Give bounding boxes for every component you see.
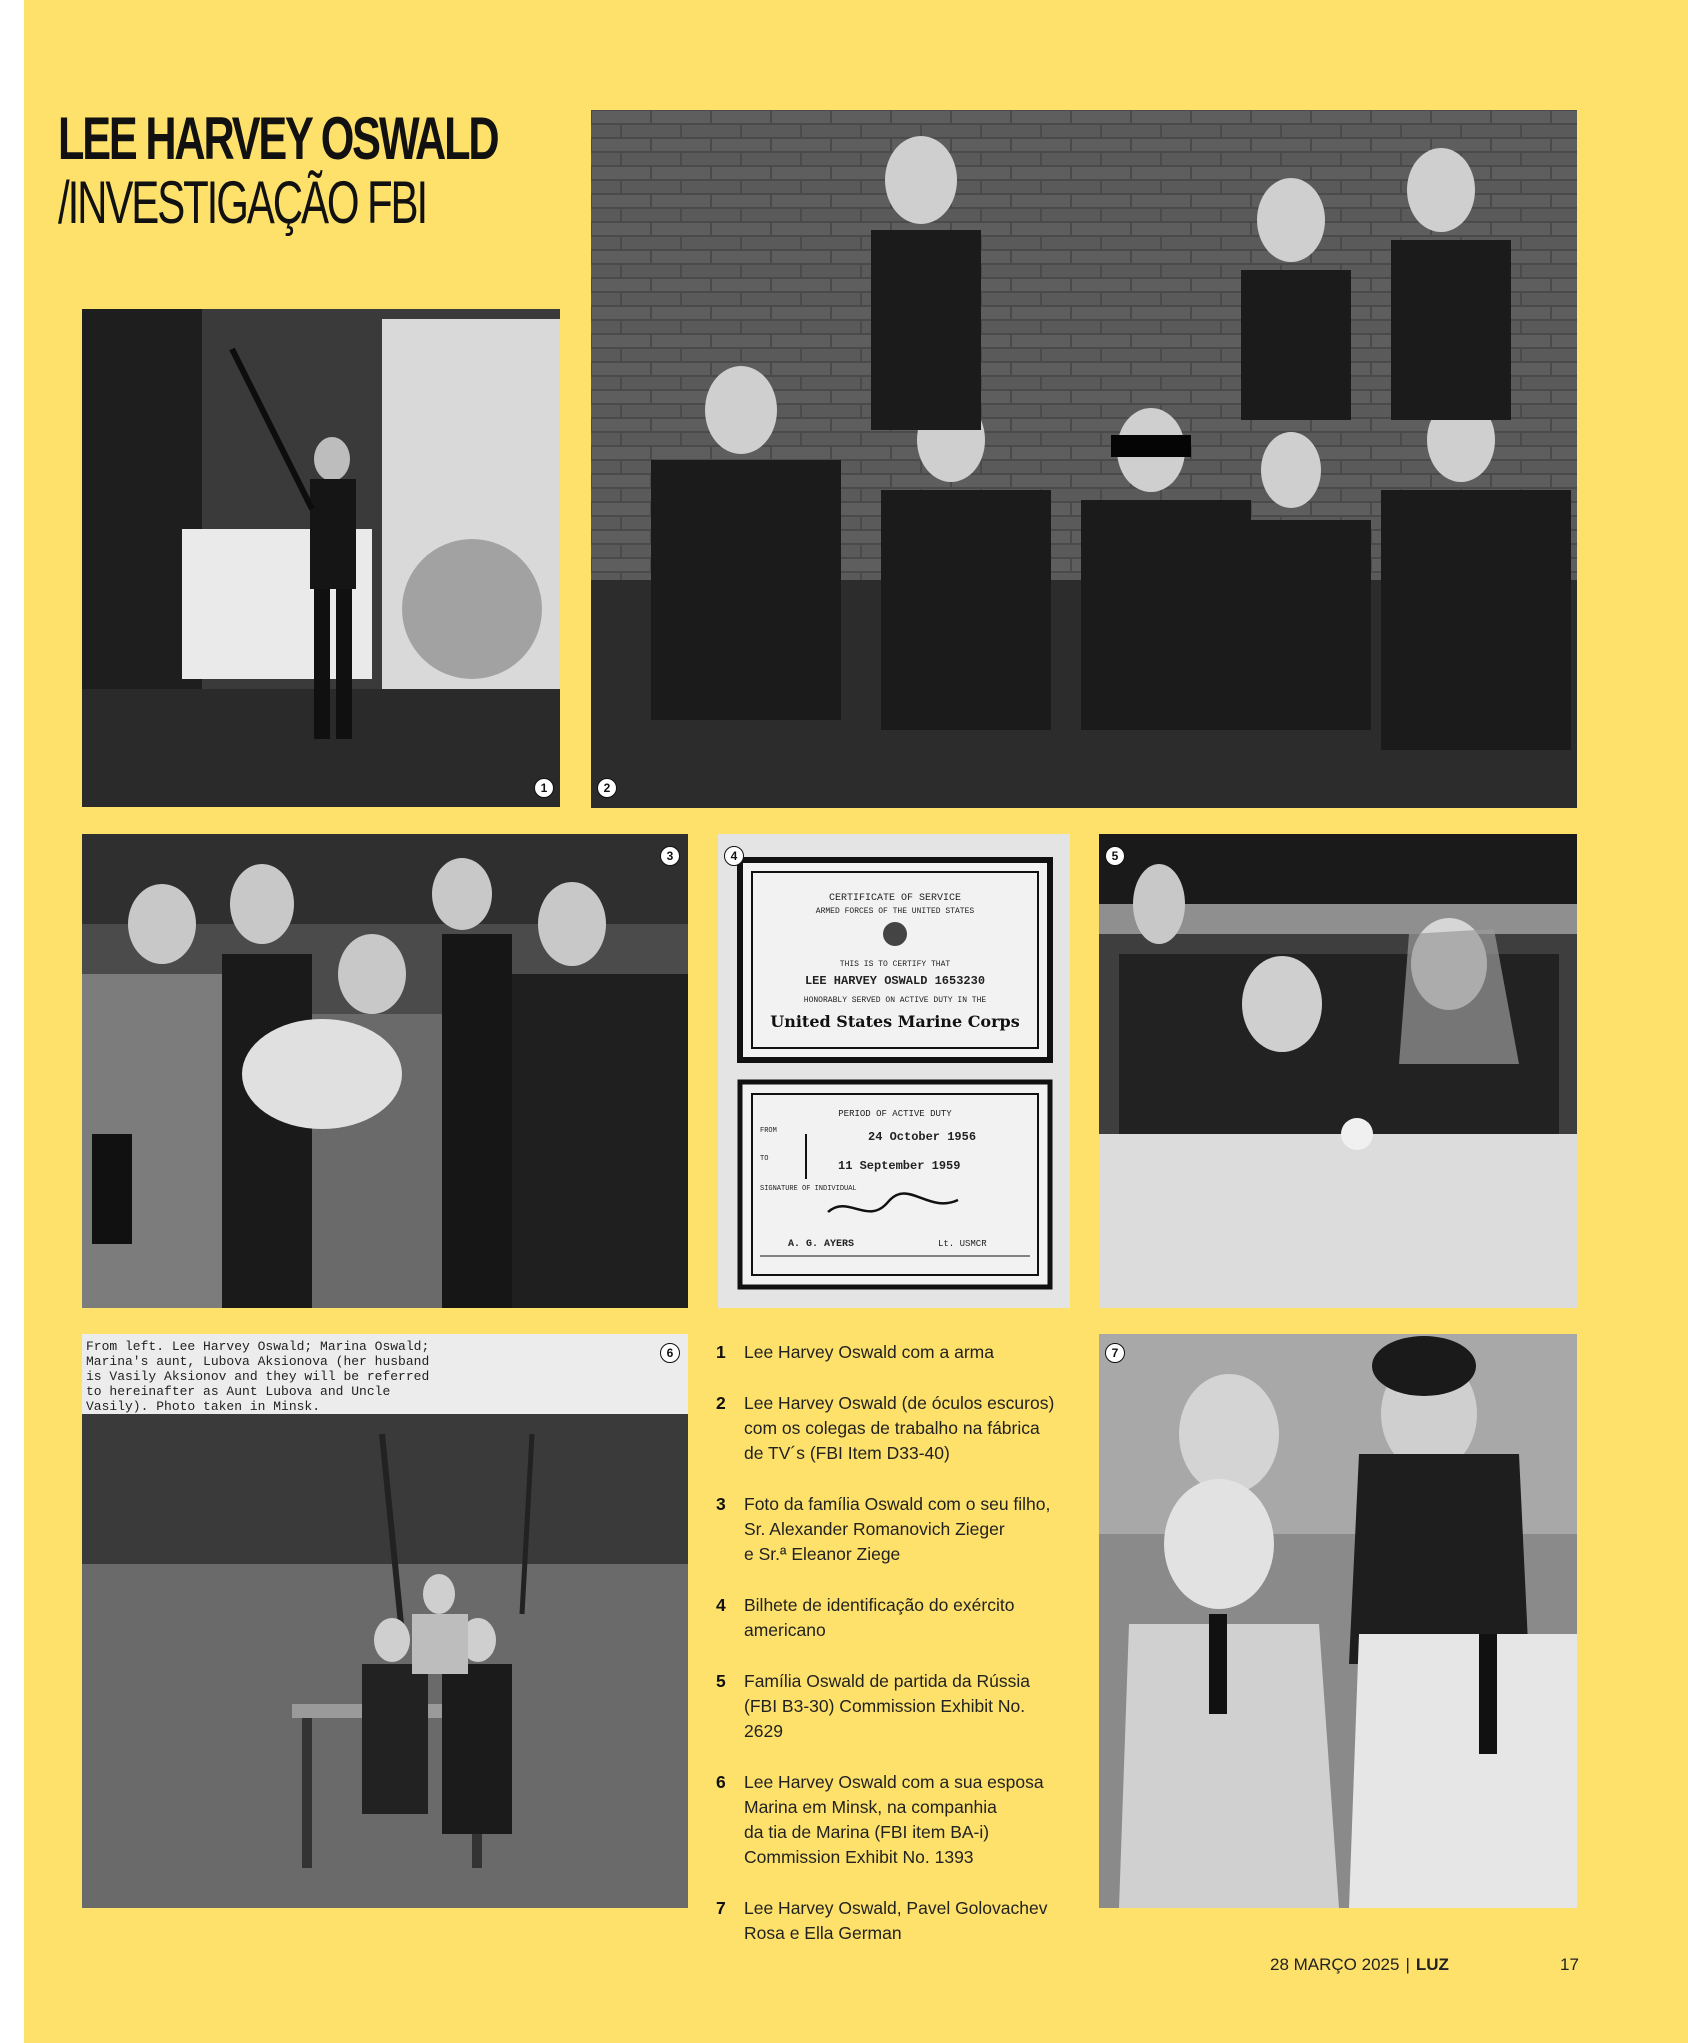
photo-1-backyard-rifle	[82, 309, 560, 807]
cert-name: LEE HARVEY OSWALD 1653230	[804, 974, 986, 988]
caption-item	[716, 1492, 1066, 1567]
photo-3-family-with-baby	[82, 834, 688, 1308]
caption-number: 5	[716, 1671, 726, 1691]
caption-text: Lee Harvey Oswald com a sua esposa Marina em Minsk, na companhia da tia de Marina (FBI item BA-i) Commission Exhibit No. 1393	[744, 1772, 1044, 1867]
note-line-4: to hereinafter as Aunt Lubova and Uncle	[86, 1384, 391, 1399]
cert-header-2: ARMED FORCES OF THE UNITED STATES	[815, 907, 975, 916]
caption-item	[716, 1340, 1066, 1365]
caption-text: Lee Harvey Oswald, Pavel Golovachev Rosa e Ella German	[744, 1898, 1048, 1943]
cert-from-label: FROM	[760, 1127, 777, 1135]
photo-captions-list	[716, 1340, 1066, 1972]
footer-separator: |	[1405, 1955, 1410, 1974]
cert-served: HONORABLY SERVED ON ACTIVE DUTY IN THE	[803, 996, 987, 1005]
caption-text: Família Oswald de partida da Rússia (FBI B3-30) Commission Exhibit No. 2629	[744, 1671, 1030, 1741]
issue-date: 28 MARÇO 2025	[1270, 1955, 1400, 1974]
caption-text: Lee Harvey Oswald com a arma	[744, 1342, 994, 1362]
note-line-2: Marina's aunt, Lubova Aksionova (her husband	[86, 1354, 430, 1369]
photo-4-badge: 4	[724, 846, 744, 866]
page-subtitle: /INVESTIGAÇÃO FBI	[58, 169, 427, 236]
note-line-1: From left. Lee Harvey Oswald; Marina Oswald;	[86, 1339, 430, 1354]
cert-period-title: PERIOD OF ACTIVE DUTY	[838, 1109, 952, 1119]
page-footer	[1270, 1955, 1600, 1975]
caption-number: 3	[716, 1494, 726, 1514]
caption-number: 7	[716, 1898, 726, 1918]
cert-signature-label: SIGNATURE OF INDIVIDUAL	[760, 1185, 857, 1193]
cert-corps: United States Marine Corps	[770, 1012, 1020, 1031]
caption-item	[716, 1593, 1066, 1643]
photo-6-park-bench	[82, 1334, 688, 1908]
photo-5-badge: 5	[1105, 846, 1125, 866]
caption-text: Foto da família Oswald com o seu filho, Sr. Alexander Romanovich Zieger e Sr.ª Eleanor Ziege	[744, 1494, 1051, 1564]
cert-header-1: CERTIFICATE OF SERVICE	[828, 893, 962, 904]
caption-item	[716, 1391, 1066, 1466]
cert-to-label: TO	[760, 1155, 769, 1163]
cert-certify: THIS IS TO CERTIFY THAT	[839, 960, 951, 969]
photo-7-badge: 7	[1105, 1343, 1125, 1363]
cert-to-date: 11 September 1959	[838, 1159, 961, 1173]
caption-number: 6	[716, 1772, 726, 1792]
page-title: LEE HARVEY OSWALD	[58, 105, 498, 172]
caption-text: Lee Harvey Oswald (de óculos escuros) com os colegas de trabalho na fábrica de TV´s (FBI Item D33-40)	[744, 1393, 1055, 1463]
publication-name: LUZ	[1415, 1955, 1449, 1974]
caption-number: 4	[716, 1595, 726, 1615]
note-line-3: is Vasily Aksionov and they will be referred	[86, 1369, 430, 1384]
caption-item	[716, 1669, 1066, 1744]
caption-number: 1	[716, 1342, 726, 1362]
caption-text: Bilhete de identificação do exército americano	[744, 1595, 1015, 1640]
cert-from-date: 24 October 1956	[868, 1130, 977, 1144]
photo-2-group-brick-wall	[591, 110, 1577, 808]
page-number: 17	[1560, 1955, 1579, 1974]
photo-1-badge: 1	[534, 778, 554, 798]
cert-officer-rank: Lt. USMCR	[938, 1239, 987, 1249]
photo-4-certificate-of-service	[718, 834, 1070, 1308]
caption-number: 2	[716, 1393, 726, 1413]
cert-officer: A. G. AYERS	[788, 1239, 855, 1250]
photo-5-train-window	[1099, 834, 1577, 1308]
photo-7-group-portrait	[1099, 1334, 1577, 1908]
note-line-5: Vasily). Photo taken in Minsk.	[86, 1399, 321, 1414]
photo-3-badge: 3	[660, 846, 680, 866]
photo-6-badge: 6	[660, 1343, 680, 1363]
photo-2-badge: 2	[597, 778, 617, 798]
caption-item	[716, 1770, 1066, 1870]
caption-item	[716, 1896, 1066, 1946]
